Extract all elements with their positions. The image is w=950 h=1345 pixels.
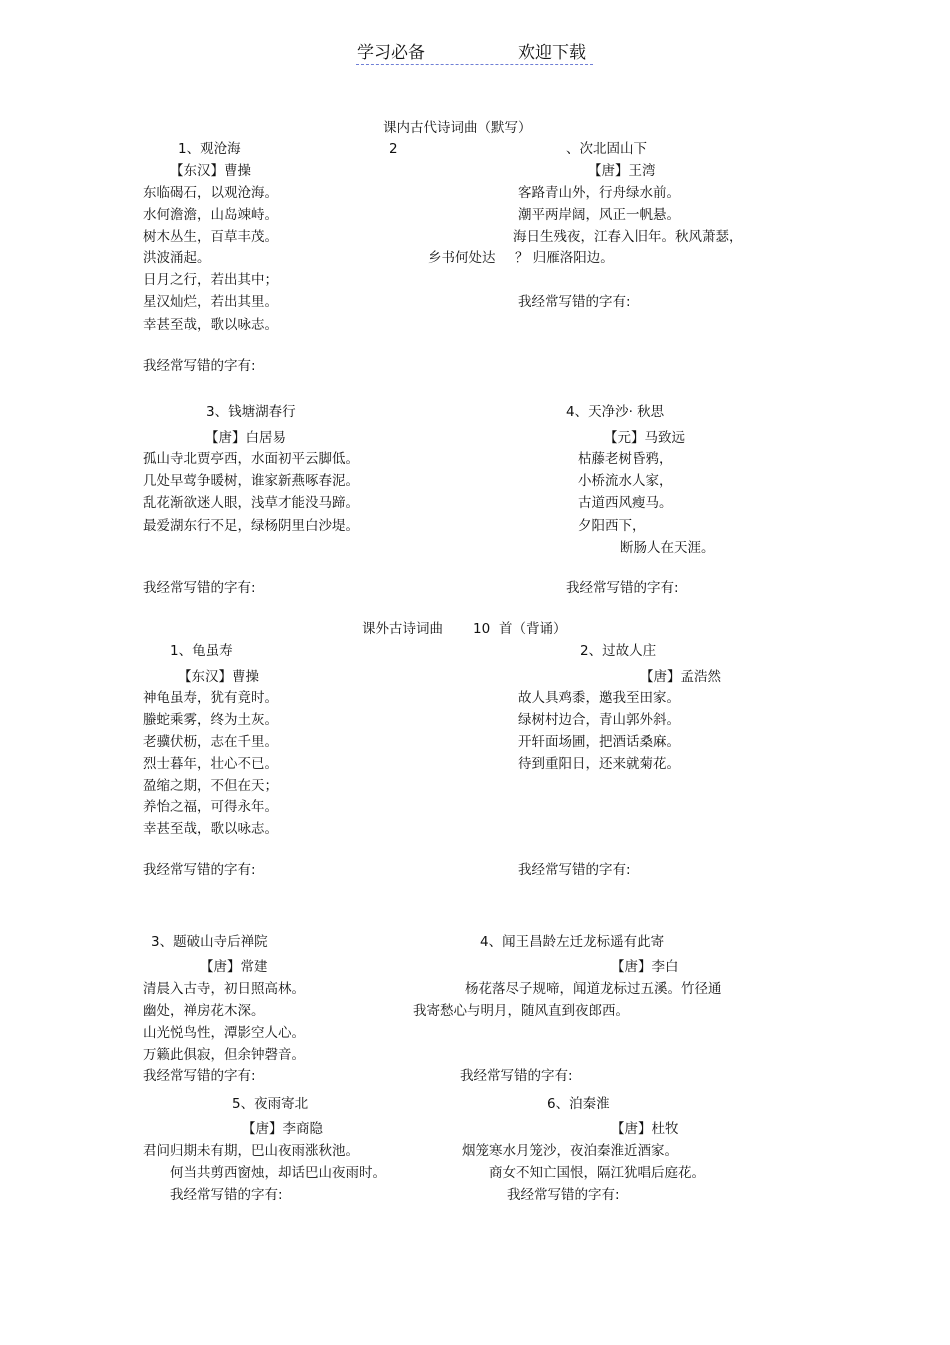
- section-title-tail: 首（背诵）: [499, 621, 567, 637]
- poem-line: 烟笼寒水月笼沙，夜泊秦淮近酒家。: [462, 1143, 678, 1159]
- poem-line: 潮平两岸阔，风正一帆悬。: [518, 207, 680, 223]
- poem-title: 2、过故人庄: [580, 643, 657, 659]
- poem-line: 幸甚至哉，歌以咏志。: [143, 821, 278, 837]
- poem-line: 开轩面场圃，把酒话桑麻。: [518, 734, 680, 750]
- poem-author: 【唐】王湾: [588, 163, 656, 179]
- poem-author: 【唐】杜牧: [611, 1121, 679, 1137]
- poem-line: 水何澹澹，山岛竦峙。: [143, 207, 278, 223]
- poem-line: 烈士暮年，壮心不已。: [143, 756, 278, 772]
- poem-line: 何当共剪西窗烛，却话巴山夜雨时。: [170, 1165, 386, 1181]
- poem-line: 乱花渐欲迷人眼，浅草才能没马蹄。: [143, 495, 359, 511]
- poem-title: 1、观沧海: [178, 141, 241, 157]
- mistake-label: 我经常写错的字有:: [460, 1068, 573, 1084]
- poem-line: 幸甚至哉，歌以咏志。: [143, 317, 278, 333]
- poem-author: 【唐】李白: [611, 959, 679, 975]
- header-left: 学习必备: [357, 43, 425, 63]
- poem-line: 老骥伏枥，志在千里。: [143, 734, 278, 750]
- poem-author: 【元】马致远: [604, 430, 685, 446]
- poem-line: 洪波涌起。: [143, 250, 211, 266]
- poem-line: ？ 归雁洛阳边。: [515, 250, 614, 266]
- poem-title: 4、天净沙· 秋思: [566, 404, 665, 420]
- mistake-label: 我经常写错的字有:: [143, 1068, 256, 1084]
- poem-line: 杨花落尽子规啼，闻道龙标过五溪。竹径通: [465, 981, 722, 997]
- poem-line: 绿树村边合，青山郭外斜。: [518, 712, 680, 728]
- poem-line: 小桥流水人家，: [578, 473, 673, 489]
- poem-number: 2: [389, 141, 398, 157]
- poem-line: 待到重阳日，还来就菊花。: [518, 756, 680, 772]
- poem-author: 【唐】孟浩然: [640, 669, 721, 685]
- mistake-label: 我经常写错的字有:: [566, 580, 679, 596]
- poem-line: 夕阳西下，: [578, 518, 646, 534]
- poem-title: 4、闻王昌龄左迁龙标遥有此寄: [480, 934, 665, 950]
- poem-line: 故人具鸡黍，邀我至田家。: [518, 690, 680, 706]
- mistake-label: 我经常写错的字有:: [143, 862, 256, 878]
- poem-line: 盈缩之期，不但在天；: [143, 778, 278, 794]
- poem-title: 6、泊秦淮: [547, 1096, 610, 1112]
- poem-line: 东临碣石，以观沧海。: [143, 185, 278, 201]
- poem-title: 5、夜雨寄北: [232, 1096, 309, 1112]
- poem-line: 山光悦鸟性，潭影空人心。: [143, 1025, 305, 1041]
- poem-line: 我寄愁心与明月，随风直到夜郎西。: [413, 1003, 629, 1019]
- header-underline: [356, 64, 593, 65]
- poem-title: 3、题破山寺后禅院: [151, 934, 268, 950]
- header-right: 欢迎下载: [518, 43, 586, 63]
- section-count: 10: [473, 621, 491, 637]
- section-title: 课外古诗词曲: [362, 621, 443, 637]
- poem-author: 【唐】常建: [200, 959, 268, 975]
- poem-line: 海日生残夜，江春入旧年。秋风萧瑟，: [513, 229, 743, 245]
- poem-author: 【东汉】曹操: [178, 669, 259, 685]
- poem-line: 神龟虽寿，犹有竟时。: [143, 690, 278, 706]
- poem-title: 、次北固山下: [566, 141, 647, 157]
- poem-line: 幽处，禅房花木深。: [143, 1003, 265, 1019]
- poem-line: 孤山寺北贾亭西，水面初平云脚低。: [143, 451, 359, 467]
- poem-line: 日月之行，若出其中；: [143, 272, 278, 288]
- poem-title: 3、钱塘湖春行: [206, 404, 296, 420]
- poem-line: 清晨入古寺，初日照高林。: [143, 981, 305, 997]
- poem-line: 最爱湖东行不足，绿杨阴里白沙堤。: [143, 518, 359, 534]
- poem-line: 万籁此俱寂，但余钟磬音。: [143, 1047, 305, 1063]
- poem-line: 客路青山外，行舟绿水前。: [518, 185, 680, 201]
- poem-line: 君问归期未有期，巴山夜雨涨秋池。: [143, 1143, 359, 1159]
- poem-author: 【东汉】曹操: [170, 163, 251, 179]
- mistake-label: 我经常写错的字有:: [143, 580, 256, 596]
- poem-line: 星汉灿烂，若出其里。: [143, 294, 278, 310]
- poem-line: 养怡之福，可得永年。: [143, 799, 278, 815]
- section-title: 课内古代诗词曲（默写）: [383, 120, 532, 136]
- poem-line: 枯藤老树昏鸦，: [578, 451, 673, 467]
- poem-line: 商女不知亡国恨，隔江犹唱后庭花。: [489, 1165, 705, 1181]
- mistake-label: 我经常写错的字有:: [170, 1187, 283, 1203]
- mistake-label: 我经常写错的字有:: [518, 294, 631, 310]
- poem-author: 【唐】李商隐: [242, 1121, 323, 1137]
- mistake-label: 我经常写错的字有:: [518, 862, 631, 878]
- poem-line: 树木丛生，百草丰茂。: [143, 229, 278, 245]
- poem-line: 古道西风瘦马。: [578, 495, 673, 511]
- poem-author: 【唐】白居易: [205, 430, 286, 446]
- mistake-label: 我经常写错的字有:: [143, 358, 256, 374]
- poem-line: 乡书何处达: [428, 250, 496, 266]
- poem-line: 螣蛇乘雾，终为土灰。: [143, 712, 278, 728]
- mistake-label: 我经常写错的字有:: [507, 1187, 620, 1203]
- poem-line: 断肠人在天涯。: [620, 540, 715, 556]
- poem-title: 1、龟虽寿: [170, 643, 233, 659]
- poem-line: 几处早莺争暖树，谁家新燕啄春泥。: [143, 473, 359, 489]
